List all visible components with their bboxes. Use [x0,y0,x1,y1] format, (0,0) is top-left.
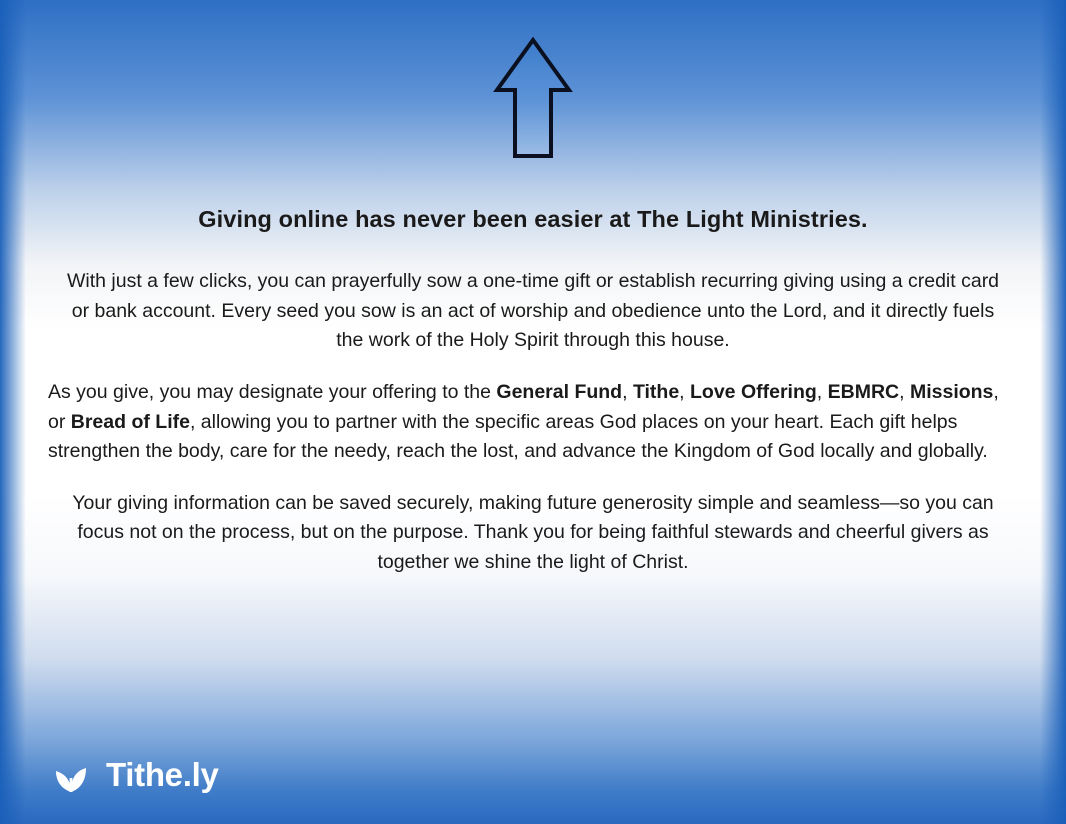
body-text: , or [48,380,999,433]
emphasis-text: Missions [909,380,994,403]
tithely-leaf-icon [50,754,92,796]
body-text: With just a few clicks, you can prayerfully sow a one-time gift or establish recurring giving using a credit card or bank account. Every seed you sow is an act of worship and obedience unto the Lord, and it directly fuels the work of the Holy Spirit through this house. [66,270,1000,352]
up-arrow-icon [491,34,575,162]
paragraph-intro [48,267,1018,356]
page-title: Giving online has never been easier at The Light Ministries. [198,206,868,232]
body-text: As you give, you may designate your offering to the [48,380,497,403]
body-text: , [679,380,691,403]
body-text: , [816,380,828,403]
body-text: , allowing you to partner with the specific areas God places on your heart. Each gift helps strengthen the body, care for the needy, reach the lost, and advance the Kingdom of God locally and globally. [48,410,988,463]
brand-logo [50,754,219,796]
emphasis-text: General Fund [496,380,623,403]
body-text: Your giving information can be saved securely, making future generosity simple and seamless—so you can focus not on the process, but on the purpose. Thank you for being faithful stewards and cheerful givers as together we shine the light of Christ. [72,491,994,573]
emphasis-text: EBMRC [827,380,900,403]
emphasis-text: Bread of Life [70,410,190,433]
emphasis-text: Love Offering [690,380,817,403]
body-text: , [899,380,910,403]
brand-name: Tithe.ly [106,756,219,793]
arrow-container [0,34,1066,162]
emphasis-text: Tithe [632,380,680,403]
paragraph-saved-info [48,489,1018,578]
text-content [0,206,1066,600]
body-text: , [622,380,633,403]
paragraph-designations [48,378,1018,467]
